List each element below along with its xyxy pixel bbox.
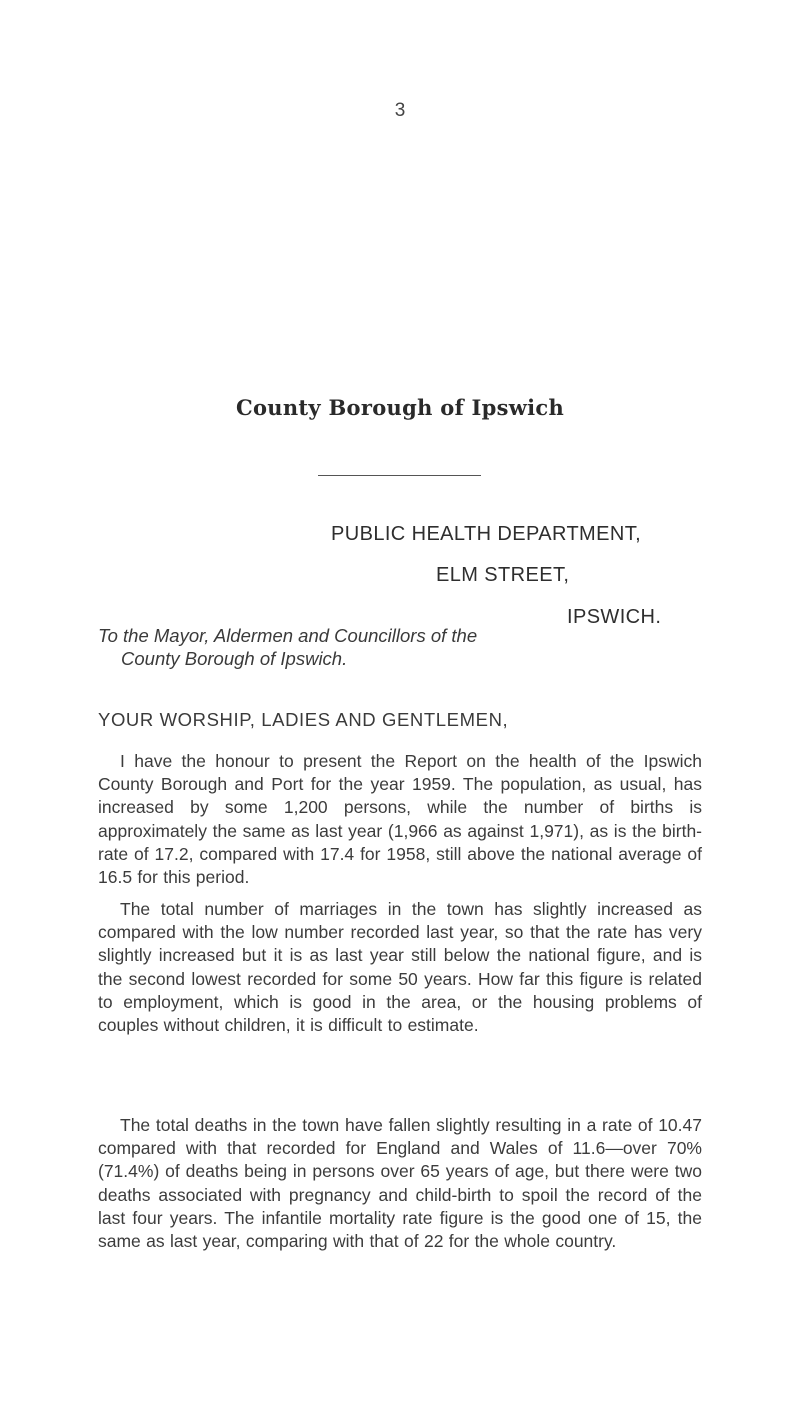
paragraph-births: I have the honour to present the Report on the health of the Ipswich County Borough and Port for the year 1959. The population, as usual, has increased by some 1,200 persons, while the number of births is approximately the same as last year (1,966 as against 1,971), as is the birth-rate of 17.2, compared with 17.4 for 1958, still above the national average of 16.5 for this period. bbox=[98, 751, 702, 888]
page-title: County Borough of Ipswich bbox=[235, 395, 565, 420]
paragraph-deaths: The total deaths in the town have fallen slightly resulting in a rate of 10.47 compared with that recorded for England and Wales of 11.6—over 70% (71.4%) of deaths being in persons over 65 years of age, but there were two deaths associated with pregnancy and child-birth to spoil the record of the last four years. The infantile mortality rate figure is the good one of 15, the same as last year, comparing with that of 22 for the whole country. bbox=[98, 1115, 702, 1252]
department-name: PUBLIC HEALTH DEPARTMENT, bbox=[331, 523, 642, 545]
salutation: YOUR WORSHIP, LADIES AND GENTLEMEN, bbox=[98, 709, 509, 730]
title-divider bbox=[318, 475, 481, 476]
department-street: ELM STREET, bbox=[436, 564, 570, 586]
recipient-line-2: County Borough of Ipswich. bbox=[121, 648, 348, 669]
recipient-line-1: To the Mayor, Aldermen and Councillors of the bbox=[98, 625, 478, 646]
department-town: IPSWICH. bbox=[567, 606, 662, 628]
paragraph-marriages: The total number of marriages in the town has slightly increased as compared with the low number recorded last year, so that the rate has very slightly increased but it is as last year still below the national figure, and is the second lowest recorded for some 50 years. How far this figure is related to employment, which is good in the area, or the housing problems of couples without children, it is difficult to estimate. bbox=[98, 899, 702, 1036]
page-number: 3 bbox=[394, 100, 406, 121]
